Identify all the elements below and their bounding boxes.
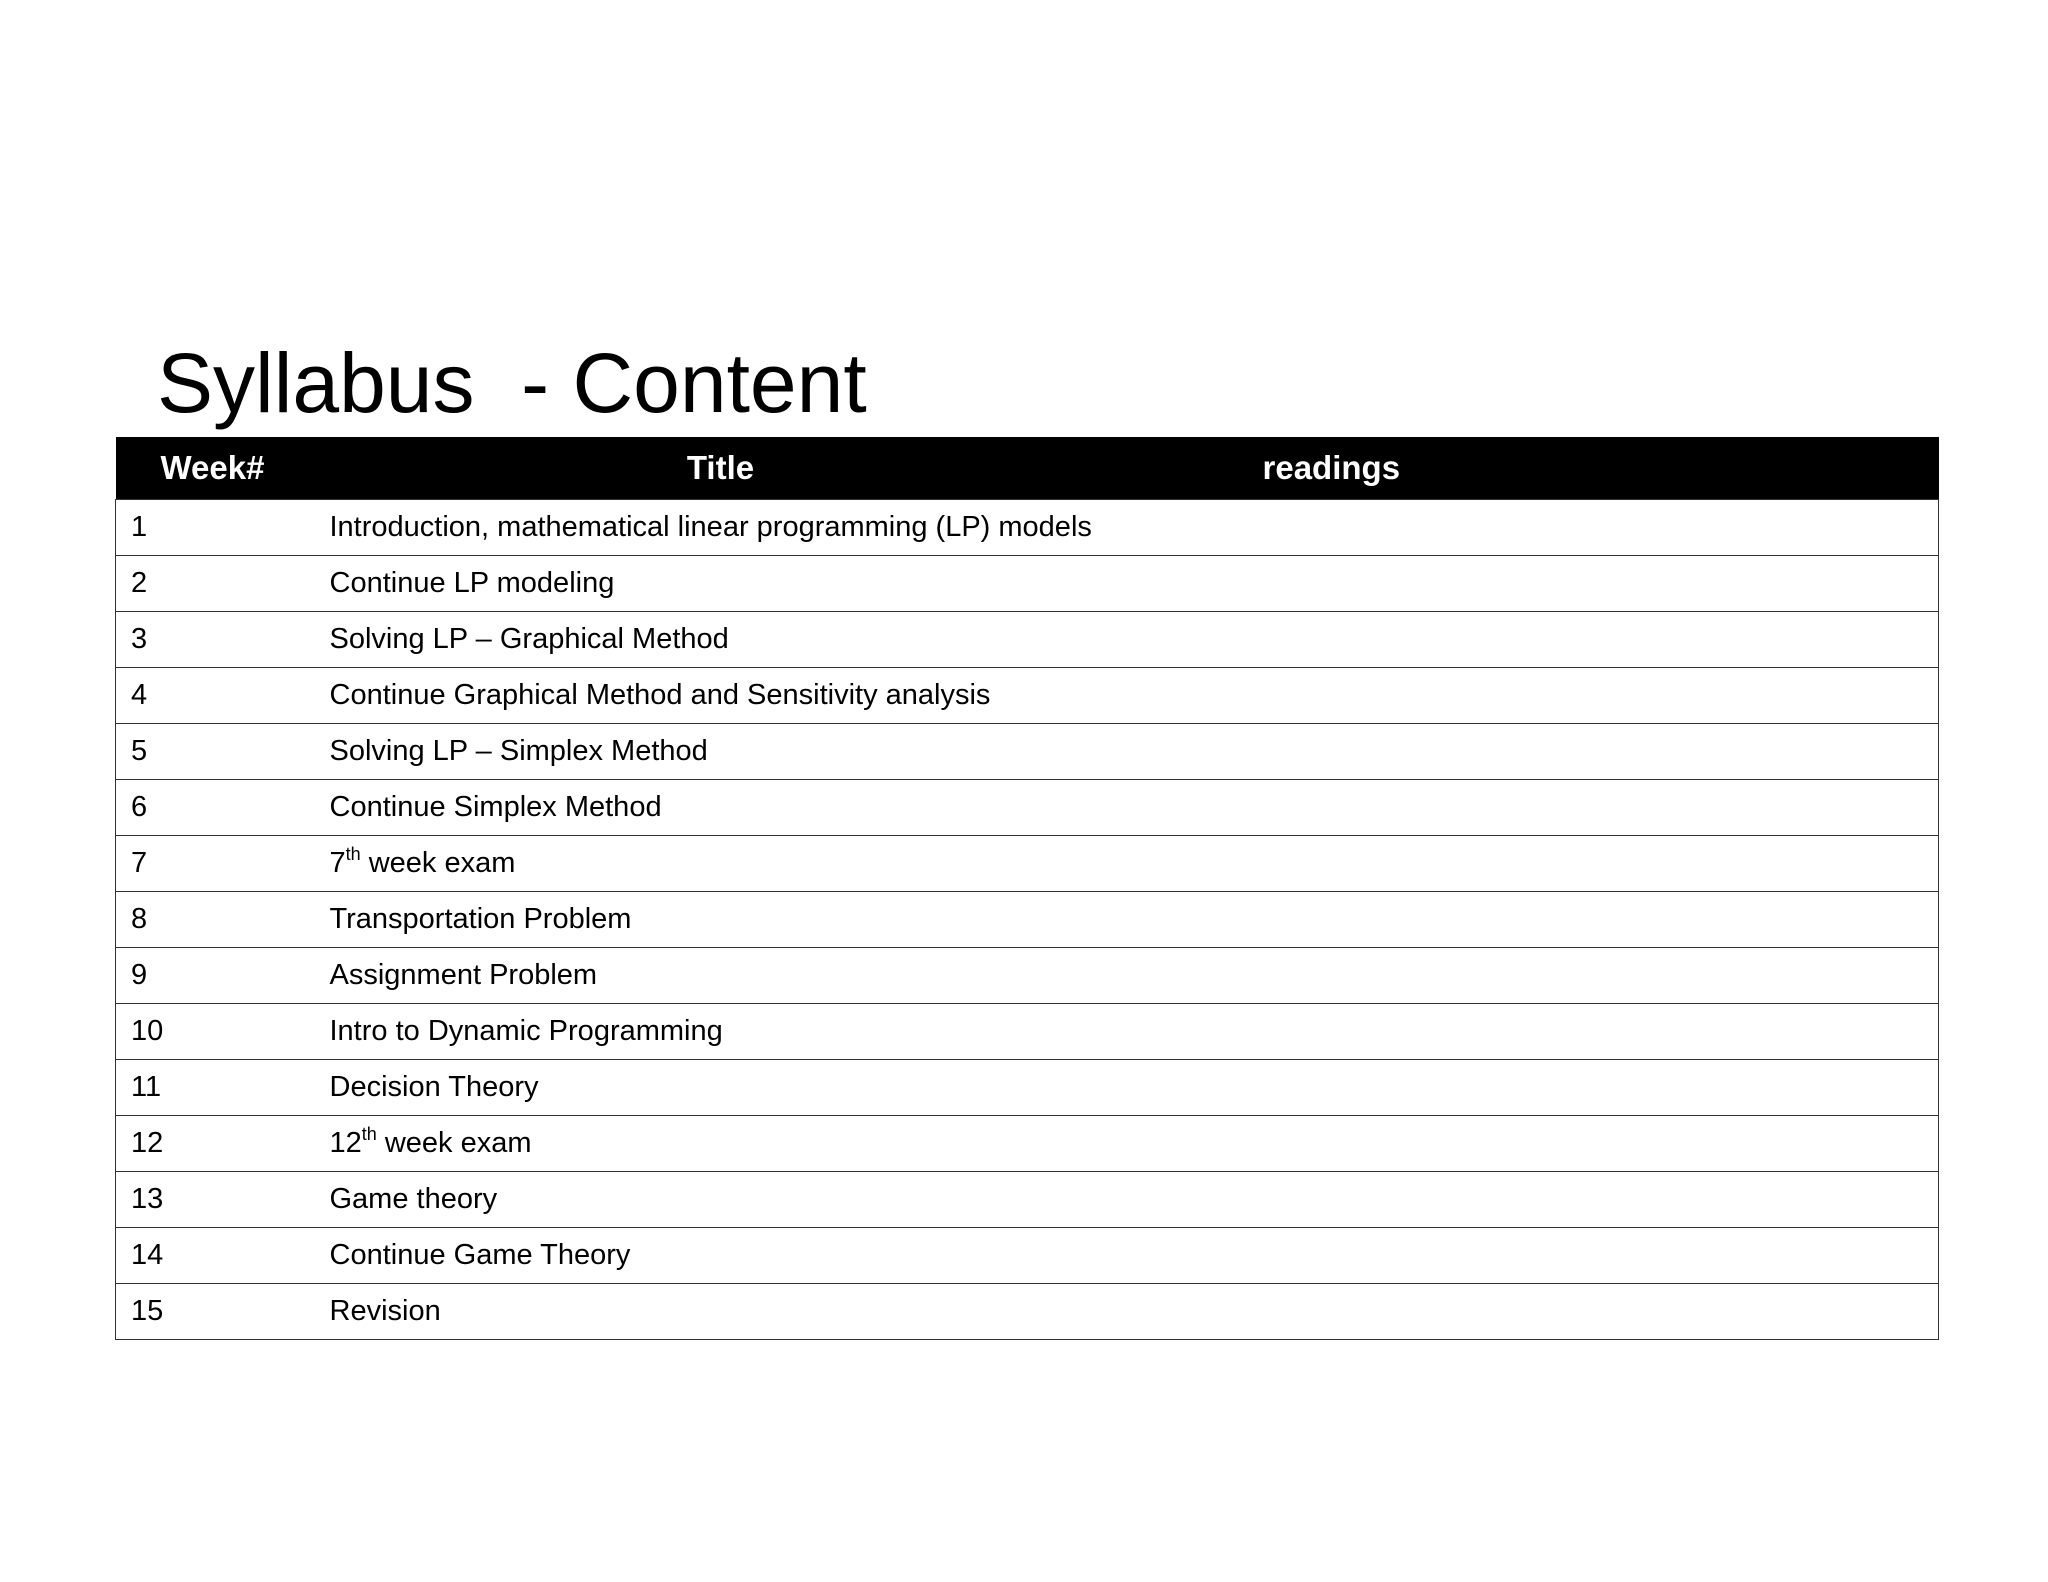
table-row [116,1003,1939,1059]
table-row [116,1115,1939,1171]
cell-readings [1126,1283,1939,1339]
cell-title: Solving LP – Graphical Method [316,611,1126,667]
title-ordinal: 7 [329,846,346,879]
cell-readings [1126,1227,1939,1283]
cell-readings [1126,1115,1939,1171]
table-row [116,1059,1939,1115]
cell-week: 12 [116,1115,316,1171]
cell-week: 14 [116,1227,316,1283]
cell-readings [1126,499,1939,555]
table-row [116,891,1939,947]
table-row [116,723,1939,779]
cell-title: Intro to Dynamic Programming [316,1003,1126,1059]
table-body [116,499,1939,1339]
cell-week: 4 [116,667,316,723]
cell-title [316,1115,1126,1171]
cell-week: 1 [116,499,316,555]
header-readings: readings [1262,448,1401,486]
cell-title: Introduction, mathematical linear programming (LP) models [316,499,1126,555]
cell-title: Game theory [316,1171,1126,1227]
table-row [116,947,1939,1003]
cell-week: 7 [116,835,316,891]
title-ordinal-suffix: th [345,843,361,864]
cell-week: 11 [116,1059,316,1115]
cell-week: 10 [116,1003,316,1059]
table-row [116,555,1939,611]
syllabus-table [115,437,1939,1340]
table-row [116,1227,1939,1283]
cell-readings [1126,611,1939,667]
cell-title: Solving LP – Simplex Method [316,723,1126,779]
table-row [116,611,1939,667]
cell-readings [1126,891,1939,947]
cell-readings [1126,1171,1939,1227]
cell-week: 5 [116,723,316,779]
slide-title: Syllabus - Content [157,336,867,430]
table-row [116,1171,1939,1227]
header-title: Title [686,448,755,486]
table-row [116,835,1939,891]
cell-week: 13 [116,1171,316,1227]
cell-title: Continue Graphical Method and Sensitivity analysis [316,667,1126,723]
cell-readings [1126,1003,1939,1059]
title-text: week exam [376,1126,532,1159]
cell-title: Continue Simplex Method [316,779,1126,835]
cell-readings [1126,667,1939,723]
cell-week: 6 [116,779,316,835]
cell-title: Continue LP modeling [316,555,1126,611]
cell-readings [1126,723,1939,779]
cell-readings [1126,1059,1939,1115]
table-row [116,779,1939,835]
table-header [116,437,1939,499]
cell-week: 8 [116,891,316,947]
table-row [116,499,1939,555]
cell-title: Transportation Problem [316,891,1126,947]
cell-readings [1126,779,1939,835]
cell-title: Decision Theory [316,1059,1126,1115]
header-week: Week# [160,448,265,486]
title-ordinal: 12 [329,1126,362,1159]
header-row [116,437,1939,499]
cell-week: 9 [116,947,316,1003]
table-row [116,667,1939,723]
cell-title: Revision [316,1283,1126,1339]
title-ordinal-suffix: th [361,1123,377,1144]
cell-week: 2 [116,555,316,611]
cell-readings [1126,555,1939,611]
cell-title: Continue Game Theory [316,1227,1126,1283]
cell-readings [1126,947,1939,1003]
cell-week: 3 [116,611,316,667]
title-text: week exam [360,846,516,879]
table-row [116,1283,1939,1339]
cell-title: Assignment Problem [316,947,1126,1003]
cell-week: 15 [116,1283,316,1339]
cell-title [316,835,1126,891]
cell-readings [1126,835,1939,891]
